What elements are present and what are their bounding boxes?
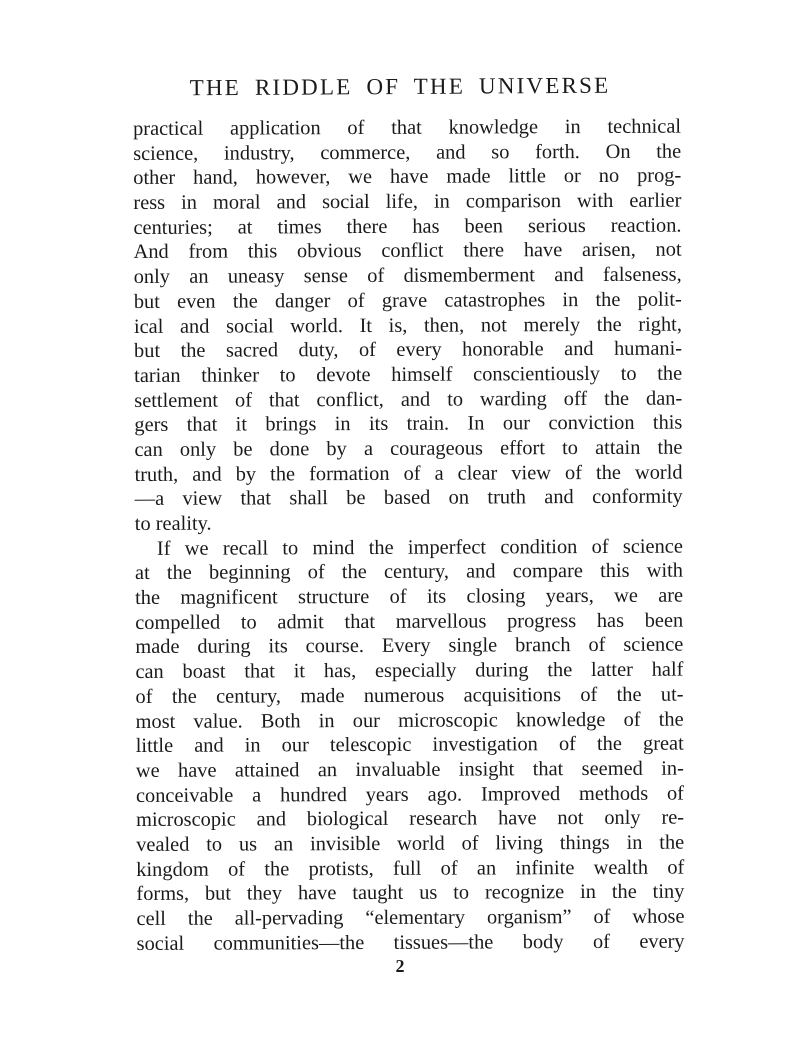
text-line: most value. Both in our microscopic knowledge of the (135, 708, 684, 733)
running-head-title: THE RIDDLE OF THE UNIVERSE (189, 72, 611, 101)
text-line: kingdom of the protists, full of an infinite wealth of (136, 856, 685, 881)
text-line: but the sacred duty, of every honorable and humani- (133, 337, 683, 363)
text-line: microscopic and biological research have not only re- (136, 806, 685, 832)
text-line: settlement of that conflict, and to warding off the dan- (134, 387, 683, 412)
text-line: tarian thinker to devote himself conscientiously to the (134, 362, 683, 387)
text-line: but even the danger of grave catastrophes in the polit- (133, 288, 682, 313)
text-line: —a view that shall be based on truth and conformity (134, 485, 683, 511)
text-line: science, industry, commerce, and so forth. On the (133, 140, 682, 165)
text-line: little and in our telescopic investigation of the great (135, 732, 684, 758)
paragraph-2 (135, 534, 685, 956)
text-line: ical and social world. It is, then, not merely the right, (133, 313, 682, 338)
text-line: ress in moral and social life, in comparison with earlier (133, 189, 682, 215)
text-line: cell the all-pervading “elementary organism” of whose (136, 905, 685, 930)
text-line: at the beginning of the century, and compare this with (134, 559, 684, 585)
text-line: can only be done by a courageous effort to attain the (134, 436, 683, 461)
body-text (133, 115, 685, 957)
text-line: truth, and by the formation of a clear view of the world (134, 461, 683, 486)
text-line: other hand, however, we have made little or no prog- (133, 164, 682, 190)
text-line: vealed to us an invisible world of living things in the (136, 831, 685, 856)
text-line: the magnificent structure of its closing years, we are (135, 584, 684, 610)
page-number: 2 (395, 956, 405, 976)
text-line: practical application of that knowledge in technical (133, 115, 682, 140)
text-line: of the century, made numerous acquisitions of the ut- (135, 683, 684, 708)
text-line: social communities—the tissues—the body of every (136, 930, 685, 955)
text-line: only an uneasy sense of dismemberment and falseness, (133, 263, 682, 289)
text-line: And from this obvious conflict there have arisen, not (133, 239, 682, 264)
text-line: centuries; at times there has been serious reaction. (133, 214, 682, 239)
text-line: can boast that it has, especially during the latter half (135, 658, 684, 684)
paragraph-1 (133, 115, 683, 537)
text-line: If we recall to mind the imperfect condition of science (156, 535, 683, 560)
text-line: we have attained an invaluable insight that seemed in- (135, 757, 684, 782)
text-line: gers that it brings in its train. In our conviction this (134, 411, 683, 437)
text-line: conceivable a hundred years ago. Improved methods of (135, 782, 685, 807)
text-line: compelled to admit that marvellous progress has been (135, 609, 684, 634)
text-line: made during its course. Every single branch of science (135, 634, 684, 659)
text-line: forms, but they have taught us to recognize in the tiny (136, 880, 685, 906)
text-line: to reality. (134, 512, 212, 535)
